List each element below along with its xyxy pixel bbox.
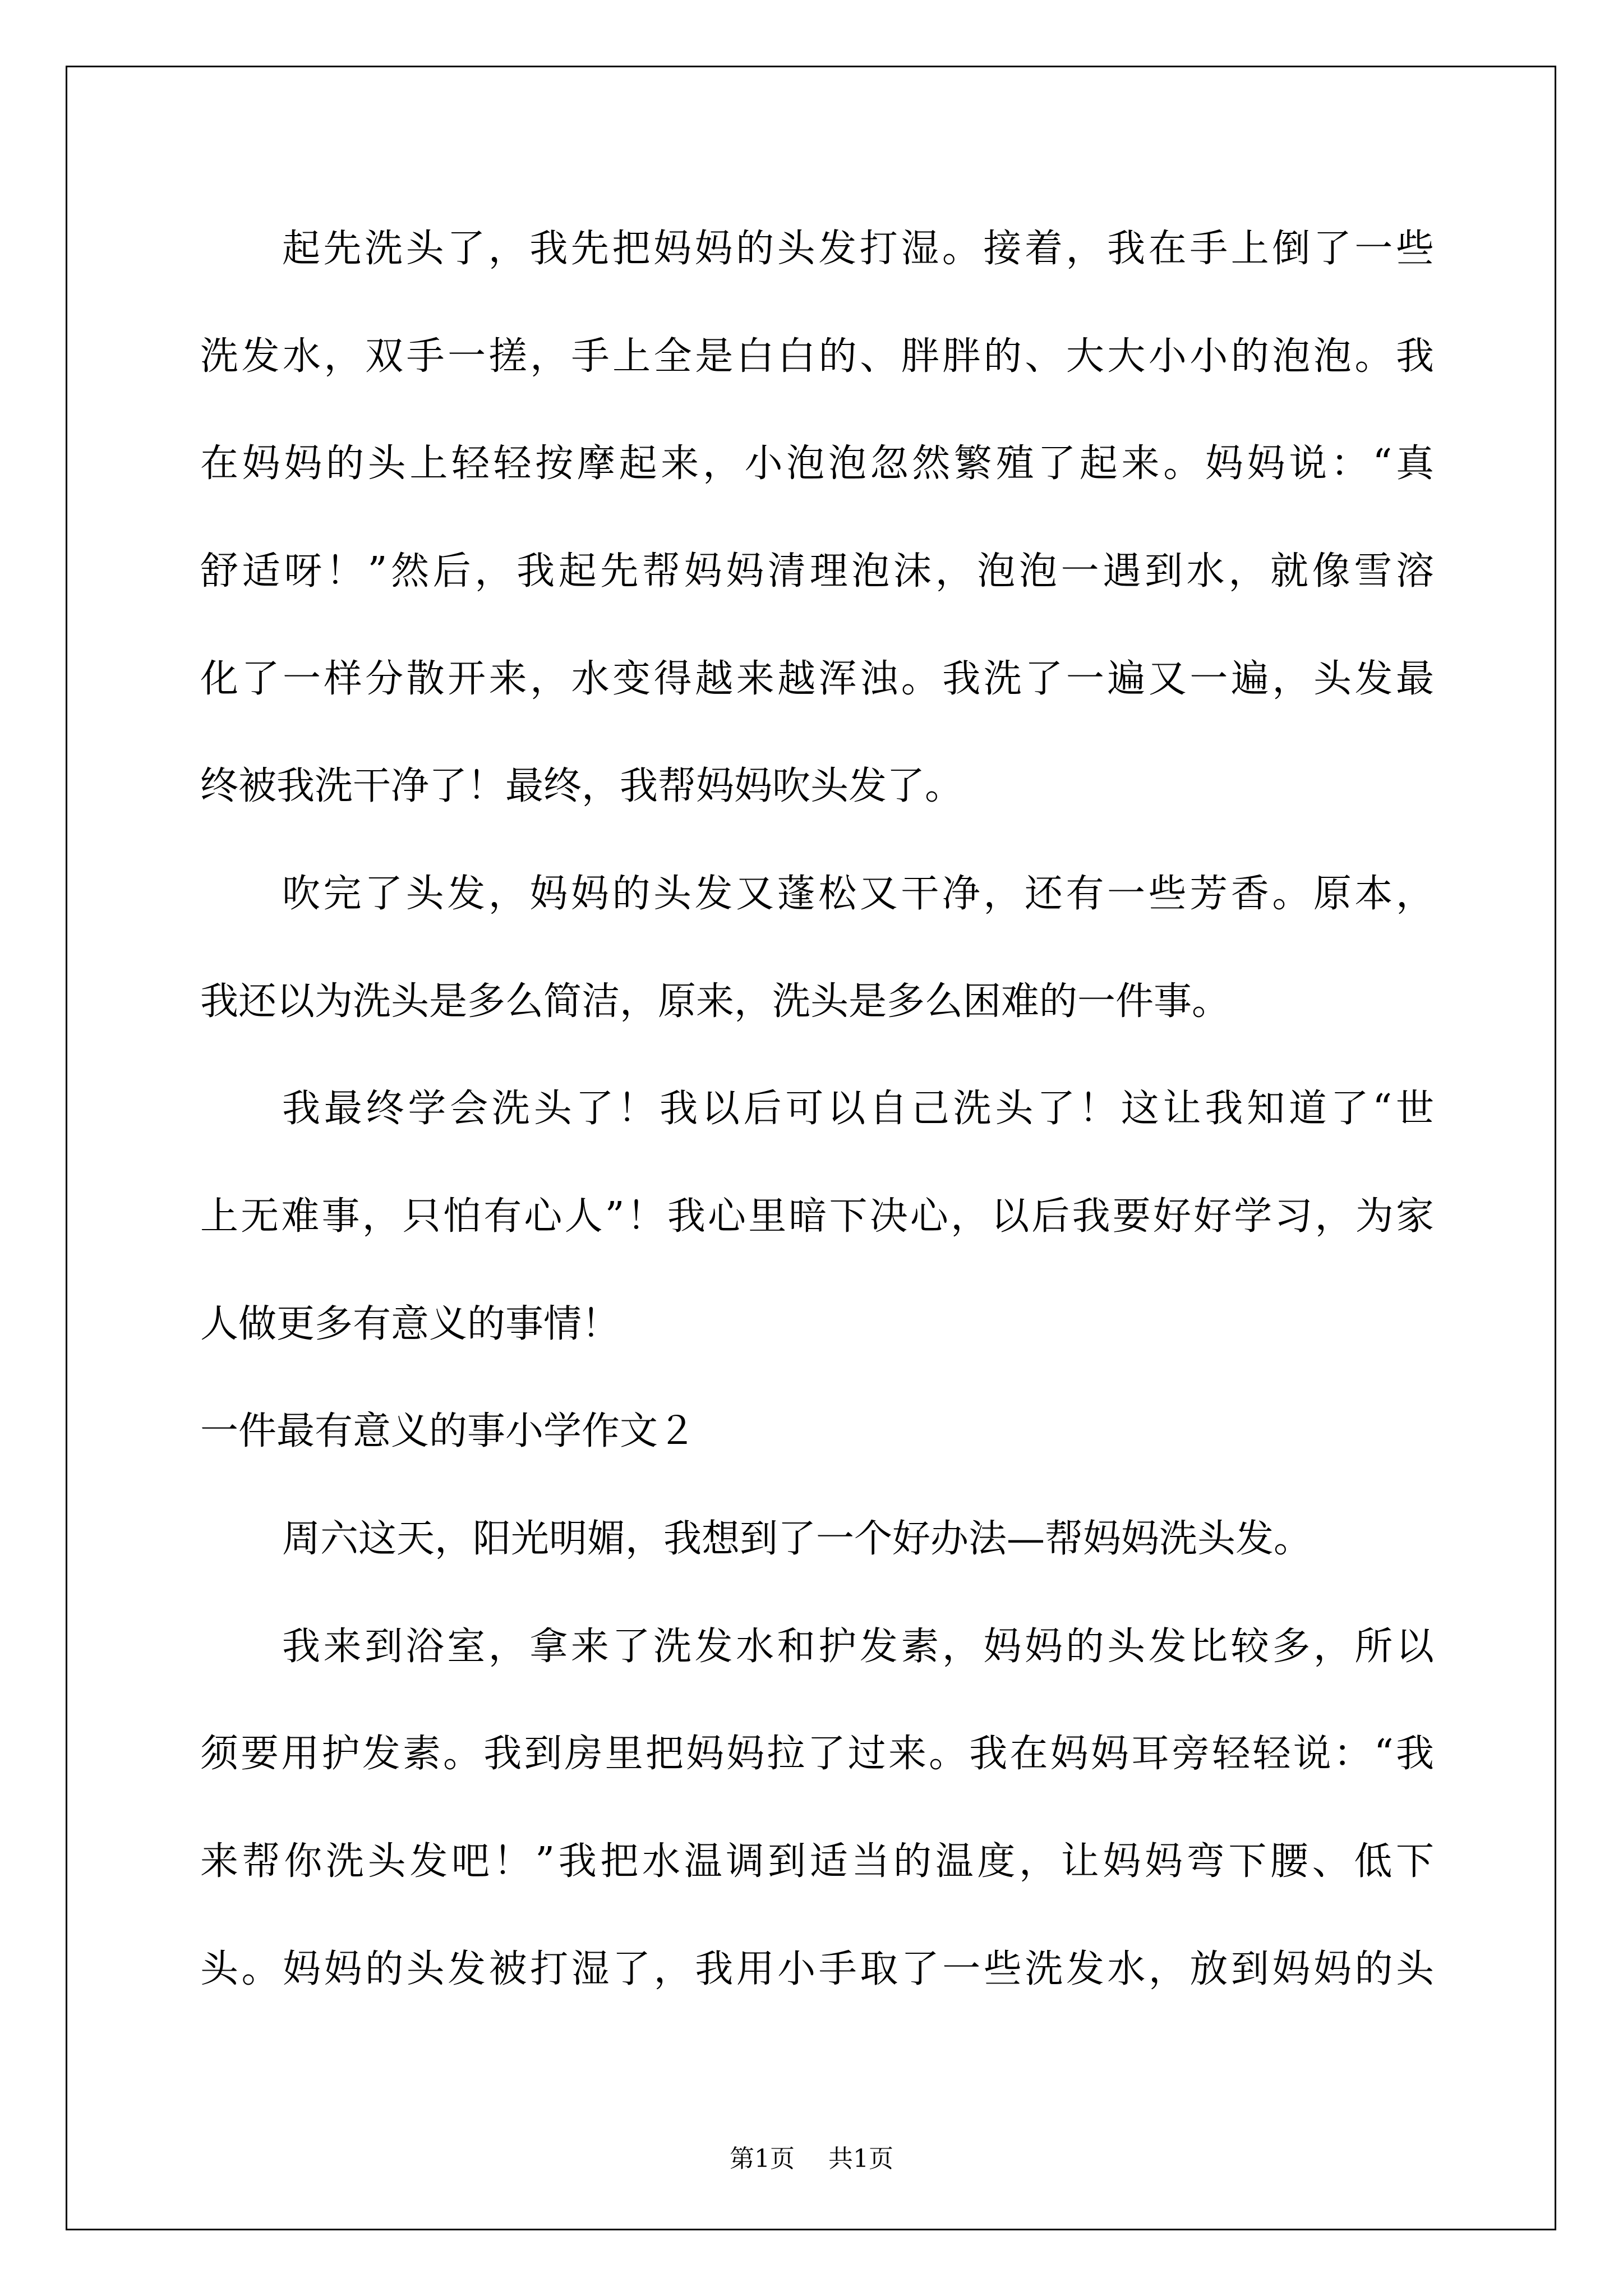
section-heading: 一件最有意义的事小学作文２ bbox=[200, 1409, 697, 1453]
paragraph-4-line-1: 周六这天，阳光明媚，我想到了一个好办法—帮妈妈洗头发。 bbox=[282, 1517, 1312, 1561]
paragraph-1-line-5: 化了一样分散开来，水变得越来越浑浊。我洗了一遍又一遍，头发最 bbox=[200, 657, 1434, 701]
paragraph-1-line-6: 终被我洗干净了！最终，我帮妈妈吹头发了。 bbox=[200, 764, 963, 808]
paragraph-2-line-2: 我还以为洗头是多么简洁，原来，洗头是多么困难的一件事。 bbox=[200, 979, 1230, 1024]
paragraph-5-line-3: 来帮你洗头发吧！”我把水温调到适当的温度，让妈妈弯下腰、低下 bbox=[200, 1839, 1434, 1884]
paragraph-3-line-2: 上无难事，只怕有心人”！我心里暗下决心，以后我要好好学习，为家 bbox=[200, 1194, 1434, 1239]
paragraph-5-line-1: 我来到浴室，拿来了洗发水和护发素，妈妈的头发比较多，所以 bbox=[282, 1625, 1434, 1669]
page-total: 共1页 bbox=[828, 2145, 893, 2173]
paragraph-2-line-1: 吹完了头发，妈妈的头发又蓬松又干净，还有一些芳香。原本， bbox=[282, 872, 1434, 916]
paragraph-1-line-3: 在妈妈的头上轻轻按摩起来，小泡泡忽然繁殖了起来。妈妈说：“真 bbox=[200, 441, 1434, 486]
paragraph-3-line-3: 人做更多有意义的事情！ bbox=[200, 1302, 620, 1346]
page-number: 第1页 bbox=[730, 2145, 795, 2173]
page-border bbox=[66, 66, 1556, 2230]
paragraph-1-line-4: 舒适呀！”然后，我起先帮妈妈清理泡沫，泡泡一遇到水，就像雪溶 bbox=[200, 549, 1434, 593]
paragraph-5-line-4: 头。妈妈的头发被打湿了，我用小手取了一些洗发水，放到妈妈的头 bbox=[200, 1947, 1434, 1991]
page-footer bbox=[0, 2147, 1623, 2171]
paragraph-3-line-1: 我最终学会洗头了！我以后可以自己洗头了！这让我知道了“世 bbox=[282, 1087, 1434, 1131]
paragraph-5-line-2: 须要用护发素。我到房里把妈妈拉了过来。我在妈妈耳旁轻轻说：“我 bbox=[200, 1732, 1434, 1776]
paragraph-1-line-1: 起先洗头了，我先把妈妈的头发打湿。接着，我在手上倒了一些 bbox=[282, 227, 1434, 271]
paragraph-1-line-2: 洗发水，双手一搓，手上全是白白的、胖胖的、大大小小的泡泡。我 bbox=[200, 334, 1434, 379]
